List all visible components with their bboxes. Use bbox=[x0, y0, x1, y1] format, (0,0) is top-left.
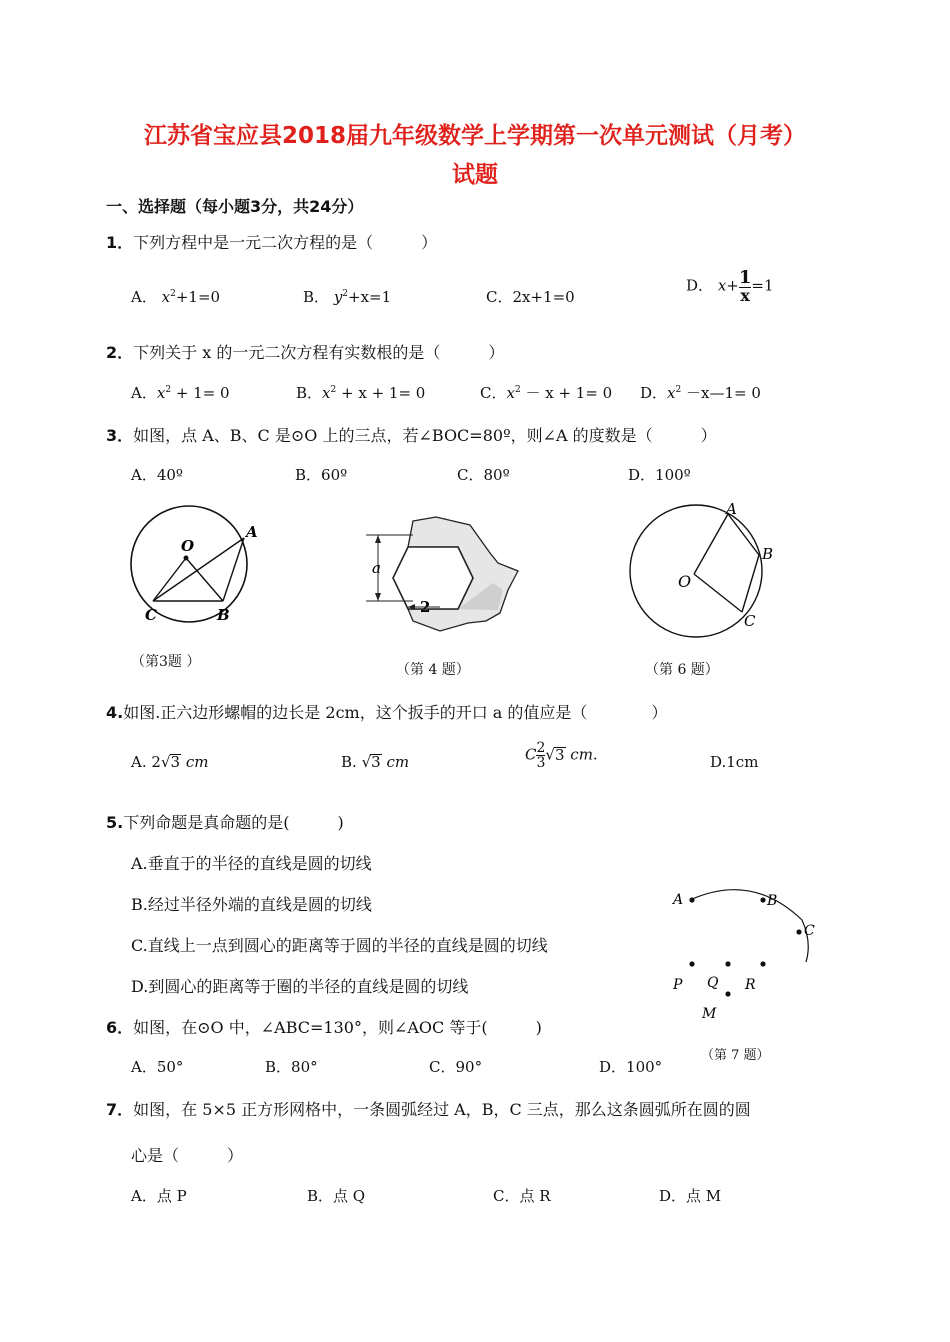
question-text: 下列命题是真命题的是( ) bbox=[123, 813, 344, 832]
option-label: A． bbox=[131, 288, 157, 306]
point-q bbox=[725, 961, 730, 966]
option-unit: cm bbox=[386, 753, 410, 771]
q4-option-a: A. 2√3 cm bbox=[131, 753, 209, 771]
question-7 bbox=[106, 1097, 751, 1120]
q6-option-b: B．80° bbox=[265, 1058, 318, 1076]
figure-7-grid-arc bbox=[666, 880, 826, 1025]
arrow-head-up bbox=[375, 535, 381, 543]
fraction-denominator: x bbox=[740, 286, 750, 305]
section-heading: 一、选择题（每小题3分，共24分） bbox=[106, 197, 364, 216]
segment-oc bbox=[153, 558, 186, 601]
q5-option-a: A.垂直于的半径的直线是圆的切线 bbox=[131, 854, 372, 873]
figure-6-caption: （第 6 题） bbox=[645, 662, 719, 678]
q3-option-b: B．60º bbox=[295, 466, 348, 484]
question-text: 如图，在 5×5 正方形网格中，一条圆弧经过 A，B，C 三点，那么这条圆弧所在圆的圆 bbox=[133, 1100, 751, 1119]
option-exp: 2 bbox=[165, 385, 172, 395]
q3-option-c: C．80º bbox=[457, 466, 510, 484]
option-exp: 2 bbox=[342, 289, 349, 299]
figure-7-caption: （第 7 题） bbox=[701, 1048, 770, 1063]
label-b: B bbox=[762, 545, 774, 563]
q7-option-a: A．点 P bbox=[131, 1187, 187, 1205]
question-number: 7． bbox=[106, 1100, 134, 1119]
q3-option-d: D．100º bbox=[628, 466, 691, 484]
segment-oc bbox=[694, 574, 742, 612]
segment-ob bbox=[186, 558, 223, 601]
option-var: y bbox=[333, 288, 343, 306]
doc-title-line2: 试题 bbox=[452, 162, 498, 188]
point-r bbox=[760, 961, 765, 966]
option-label: B． bbox=[296, 384, 323, 402]
option-label: B. bbox=[341, 753, 357, 771]
question-5 bbox=[106, 810, 344, 833]
label-m: M bbox=[702, 1006, 717, 1022]
figure-3-caption: （第3题 ） bbox=[131, 654, 201, 670]
segment-ca bbox=[153, 538, 244, 601]
segment-ab bbox=[728, 514, 759, 555]
fraction-numerator: 1 bbox=[738, 267, 752, 288]
option-rest: + x + 1= 0 bbox=[336, 384, 426, 402]
point-p bbox=[689, 961, 694, 966]
fraction-numerator: 2 bbox=[536, 740, 546, 756]
q4-option-c: C $\frac{2}{3}$ √3 cm. bbox=[525, 740, 598, 771]
option-text: 1cm bbox=[726, 753, 759, 771]
question-7-continuation: 心是（ ） bbox=[131, 1146, 244, 1165]
segment-bc bbox=[742, 555, 759, 612]
q6-option-a: A．50° bbox=[131, 1058, 184, 1076]
label-b: B bbox=[217, 606, 230, 624]
fraction bbox=[536, 741, 545, 770]
label-two: 2 bbox=[420, 598, 431, 616]
q7-option-d: D．点 M bbox=[659, 1187, 722, 1205]
label-c: C bbox=[744, 612, 756, 630]
option-exp: 2 bbox=[170, 289, 176, 299]
fraction-denominator: 3 bbox=[536, 755, 546, 771]
q7-option-b: B．点 Q bbox=[307, 1187, 366, 1205]
q4-option-b: B. √3 cm bbox=[341, 753, 410, 771]
label-q: Q bbox=[707, 975, 719, 991]
arrow-head-down bbox=[375, 593, 381, 601]
question-number: 5. bbox=[106, 813, 124, 832]
option-label: C． bbox=[486, 288, 513, 306]
q6-option-d: D．100° bbox=[599, 1058, 663, 1076]
q1-option-b bbox=[303, 286, 391, 307]
question-text: 下列关于 x 的一元二次方程有实数根的是（ ） bbox=[133, 343, 505, 362]
hexagon-nut bbox=[393, 547, 473, 609]
label-r: R bbox=[745, 977, 756, 993]
question-text: 如图，点 A、B、C 是⊙O 上的三点，若∠BOC=80º，则∠A 的度数是（ ） bbox=[133, 426, 717, 445]
q2-option-a bbox=[131, 382, 230, 403]
option-text: 2x+1=0 bbox=[512, 288, 575, 306]
option-unit: cm. bbox=[570, 745, 598, 764]
q2-option-d bbox=[640, 382, 761, 403]
option-var: x bbox=[667, 384, 676, 402]
option-coef: 2 bbox=[151, 753, 161, 771]
q2-option-c bbox=[480, 382, 612, 403]
label-a: A bbox=[673, 892, 684, 908]
option-var: x bbox=[161, 288, 171, 306]
label-o: O bbox=[181, 537, 195, 555]
option-label: C bbox=[525, 745, 537, 764]
figure-4-wrench bbox=[358, 515, 528, 635]
label-c: C bbox=[145, 606, 157, 624]
option-unit: cm bbox=[185, 753, 209, 771]
option-rest: － x + 1= 0 bbox=[520, 384, 613, 402]
option-rest: + 1= 0 bbox=[171, 384, 230, 402]
option-label: D． bbox=[686, 276, 714, 295]
question-number: 2． bbox=[106, 343, 134, 362]
option-label: B． bbox=[303, 288, 330, 306]
q3-option-a: A．40º bbox=[131, 466, 183, 484]
option-label: A． bbox=[131, 384, 157, 402]
question-4 bbox=[106, 700, 667, 723]
label-a: A bbox=[726, 500, 737, 518]
q5-option-d: D.到圆心的距离等于圈的半径的直线是圆的切线 bbox=[131, 977, 469, 996]
option-label: C． bbox=[480, 384, 507, 402]
option-exp: 2 bbox=[675, 385, 682, 395]
fraction bbox=[739, 269, 752, 304]
q1-option-d bbox=[686, 269, 774, 304]
option-radicand: 3 bbox=[371, 753, 381, 771]
question-2 bbox=[106, 340, 504, 363]
question-number: 1． bbox=[106, 233, 134, 252]
question-text: 如图.正六边形螺帽的边长是 2cm，这个扳手的开口 a 的值应是（ ） bbox=[123, 703, 668, 722]
point-m bbox=[725, 991, 730, 996]
question-text: 下列方程中是一元二次方程的是（ ） bbox=[133, 233, 438, 252]
q5-option-b: B.经过半径外端的直线是圆的切线 bbox=[131, 895, 372, 914]
label-a: a bbox=[372, 559, 381, 577]
option-exp: 2 bbox=[514, 385, 521, 395]
question-number: 3． bbox=[106, 426, 134, 445]
figure-3-circle bbox=[120, 500, 270, 630]
option-var: x bbox=[322, 384, 331, 402]
option-rest: －x—1= 0 bbox=[681, 384, 761, 402]
q1-option-a bbox=[131, 286, 220, 307]
option-rest: +x=1 bbox=[348, 288, 392, 306]
question-1 bbox=[106, 230, 437, 253]
question-3 bbox=[106, 423, 717, 446]
arc bbox=[690, 890, 808, 962]
figure-6-circle bbox=[616, 498, 786, 643]
option-var: x bbox=[156, 384, 166, 402]
figure-4-caption: （第 4 题） bbox=[396, 662, 470, 678]
option-rest: =1 bbox=[751, 276, 774, 295]
option-label: D. bbox=[710, 753, 727, 771]
option-var: x+ bbox=[717, 276, 739, 295]
circle-outline bbox=[131, 506, 247, 622]
option-radicand: 3 bbox=[170, 753, 181, 771]
segment-oa bbox=[694, 514, 728, 574]
point-b bbox=[760, 897, 765, 902]
option-rest: +1=0 bbox=[175, 288, 221, 306]
question-number: 6． bbox=[106, 1018, 134, 1037]
q7-option-c: C．点 R bbox=[493, 1187, 551, 1205]
option-var: x bbox=[506, 384, 515, 402]
label-c: C bbox=[804, 923, 815, 939]
point-a bbox=[689, 897, 694, 902]
q5-option-c: C.直线上一点到圆心的距离等于圆的半径的直线是圆的切线 bbox=[131, 936, 548, 955]
doc-title-line1: 江苏省宝应县2018届九年级数学上学期第一次单元测试（月考） bbox=[143, 123, 806, 149]
option-label: D． bbox=[640, 384, 668, 402]
label-p: P bbox=[673, 977, 683, 993]
question-6 bbox=[106, 1015, 542, 1038]
question-text: 如图，在⊙O 中，∠ABC=130°，则∠AOC 等于( ) bbox=[133, 1018, 542, 1037]
question-number: 4. bbox=[106, 703, 124, 722]
label-b: B bbox=[767, 893, 778, 909]
point-c bbox=[796, 929, 801, 934]
option-label: A. bbox=[131, 753, 147, 771]
label-o: O bbox=[678, 572, 692, 591]
center-point bbox=[184, 556, 189, 561]
option-exp: 2 bbox=[330, 385, 337, 395]
q6-option-c: C．90° bbox=[429, 1058, 483, 1076]
q4-option-d bbox=[710, 753, 758, 771]
label-a: A bbox=[246, 523, 258, 541]
option-radicand: 3 bbox=[554, 745, 565, 764]
q1-option-c bbox=[486, 286, 575, 307]
q2-option-b bbox=[296, 382, 425, 403]
